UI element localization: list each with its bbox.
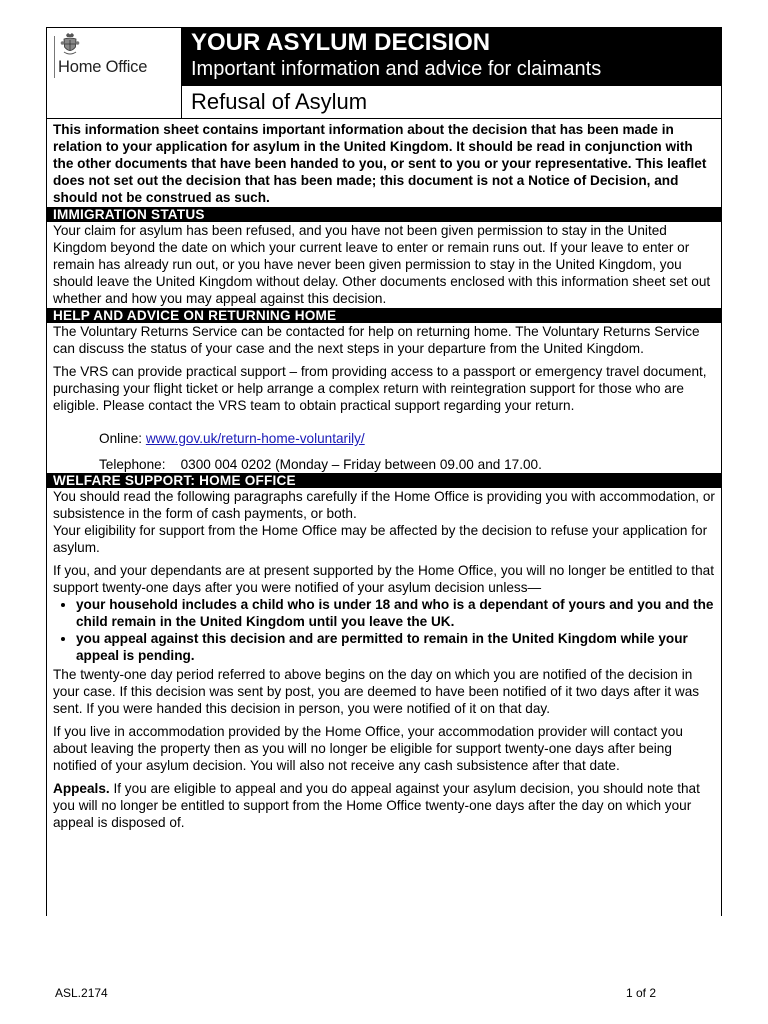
telephone-value: 0300 004 0202 (Monday – Friday between 09.00 and 17.00. — [180, 457, 542, 472]
section-heading-immigration-status: IMMIGRATION STATUS — [47, 207, 721, 222]
welfare-paragraph-2: Your eligibility for support from the Home Office may be affected by the decision to refuse your application for asylum. — [53, 523, 708, 555]
title-block — [182, 28, 721, 118]
page-number: 1 of 2 — [626, 986, 657, 1000]
intro-paragraph: This information sheet contains important information about the decision that has been made in relation to your application for asylum in the United Kingdom. It should be read in conjunction with the other documents that have been handed to you, or sent to you or your representative. This leaflet does not set out the decision that has been made; this document is not a Notice of Decision, and should not be construed as such. — [53, 122, 707, 205]
online-contact — [47, 430, 721, 447]
conditions-list — [47, 596, 721, 664]
logo-divider — [54, 36, 55, 78]
immigration-status-text: Your claim for asylum has been refused, and you have not been given permission to stay in the United Kingdom beyond the date on which your current leave to enter or remain runs out. If your leave to enter or remain has already run out, or you have never been given permission to stay in the United Kingdom, you should leave the United Kingdom without delay. Other documents enclosed with this information sheet set out whether and how you may appeal against this decision. — [53, 223, 711, 306]
section-heading-welfare-support: WELFARE SUPPORT: HOME OFFICE — [47, 473, 721, 488]
document-type: Refusal of Asylum — [182, 85, 721, 118]
section-heading-returning-home: HELP AND ADVICE ON RETURNING HOME — [47, 308, 721, 323]
appeals-paragraph — [47, 780, 721, 831]
logo-text: Home Office — [58, 58, 148, 76]
telephone-contact — [47, 456, 721, 473]
returning-paragraph-2: The VRS can provide practical support – from providing access to a passport or emergency travel document, purchasing your flight ticket or help arrange a complex return with reintegration support for those who are eligible. Please contact the VRS team to obtain practical support regarding your return. — [53, 364, 707, 413]
list-item: • you appeal against this decision and are permitted to remain in the United Kingdom while your appeal is pending. — [76, 630, 715, 664]
document-reference: ASL.2174 — [55, 986, 108, 1000]
online-label: Online: — [99, 431, 143, 446]
welfare-paragraph-5: If you live in accommodation provided by the Home Office, your accommodation provider will contact you about leaving the property then as you will no longer be eligible for support twenty-one days after being notified of your asylum decision. You will also not receive any cash subsistence after that date. — [53, 724, 683, 773]
welfare-paragraph-1: You should read the following paragraphs carefully if the Home Office is providing you with accommodation, or subsistence in the form of cash payments, or both. — [53, 489, 715, 521]
return-home-link[interactable]: www.gov.uk/return-home-voluntarily/ — [145, 431, 365, 446]
appeals-label: Appeals. — [53, 781, 110, 796]
header — [46, 27, 722, 119]
document-body — [46, 119, 722, 916]
telephone-label: Telephone: — [99, 457, 166, 472]
document-page — [46, 27, 722, 916]
appeals-text: If you are eligible to appeal and you do appeal against your asylum decision, you should note that you will no longer be entitled to support from the Home Office twenty-one days after the day on which your appeal is disposed of. — [53, 781, 700, 830]
welfare-paragraph-3: If you, and your dependants are at present supported by the Home Office, you will no longer be entitled to that support twenty-one days after you were notified of your asylum decision unless— — [53, 563, 714, 595]
home-office-logo — [47, 28, 182, 118]
welfare-paragraph-4: The twenty-one day period referred to above begins on the day on which you are notified of the decision in your case. If this decision was sent by post, you are deemed to have been notified of it two days after it was sent. If you were handed this decision in person, you were notified of it on that day. — [53, 667, 700, 716]
page-subtitle: Important information and advice for claimants — [191, 58, 602, 80]
page-title: YOUR ASYLUM DECISION — [191, 29, 491, 56]
title-banner — [182, 28, 721, 85]
returning-paragraph-1: The Voluntary Returns Service can be contacted for help on returning home. The Voluntary Returns Service can discuss the status of your case and the next steps in your departure from the United Kingdom. — [53, 324, 700, 356]
list-item: • your household includes a child who is under 18 and who is a dependant of yours and you and the child remain in the United Kingdom until you leave the UK. — [76, 596, 715, 630]
royal-crest-icon — [60, 32, 80, 56]
